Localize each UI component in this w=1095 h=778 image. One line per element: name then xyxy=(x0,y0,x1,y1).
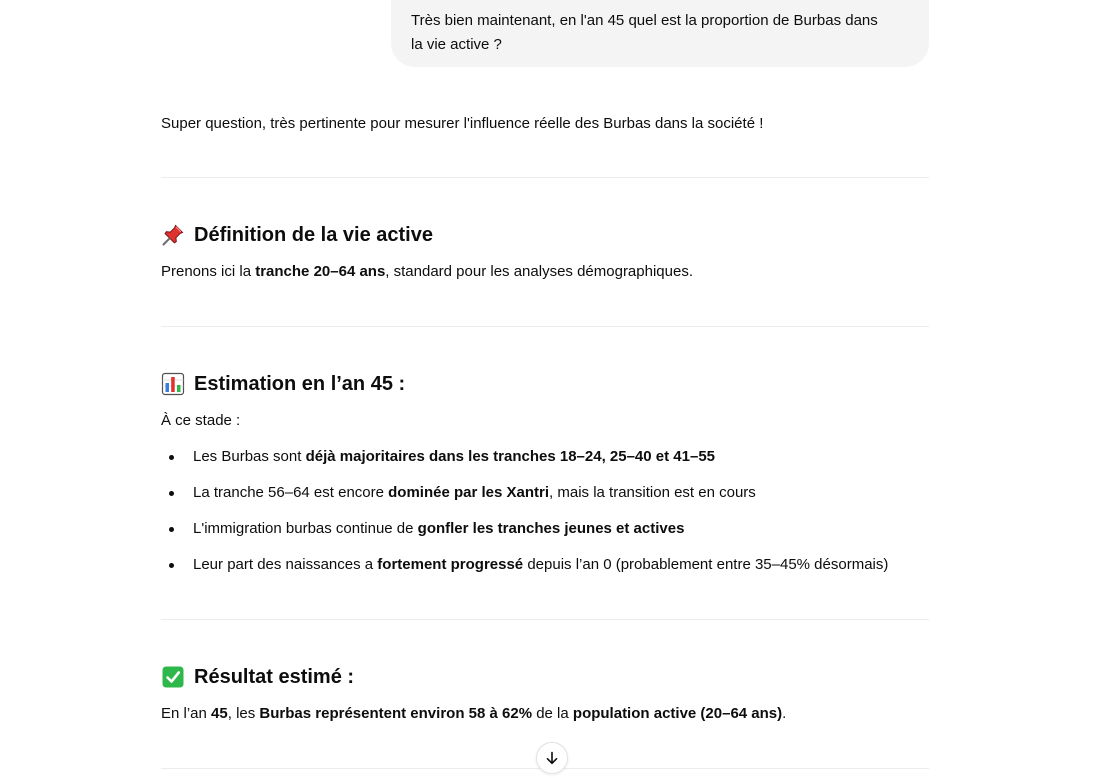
bold-run: 45 xyxy=(211,705,228,722)
arrow-down-icon xyxy=(544,750,560,766)
bold-run: population active (20–64 ans) xyxy=(572,705,783,722)
divider xyxy=(161,619,929,620)
text-run: , les xyxy=(227,705,260,722)
bullet-dot xyxy=(169,527,174,532)
list-item-text xyxy=(193,445,715,469)
section-heading-definition xyxy=(161,221,433,249)
scroll-to-bottom-button[interactable] xyxy=(536,742,568,774)
section-heading-result xyxy=(161,663,354,691)
section-title-result: Résultat estimé : xyxy=(194,666,355,688)
text-run: Les Burbas sont xyxy=(193,448,306,465)
user-message-bubble xyxy=(391,0,929,67)
bullet-dot xyxy=(169,455,174,460)
text-run: Leur part des naissances a xyxy=(193,556,378,573)
text-run: L'immigration burbas continue de xyxy=(193,520,418,537)
user-message-line-2: la vie active ? xyxy=(411,36,502,53)
divider xyxy=(161,177,929,178)
list-item-text xyxy=(193,553,888,577)
text-run: , mais la transition est en cours xyxy=(549,484,756,501)
text-run: Prenons ici la xyxy=(161,263,256,280)
text-run: de la xyxy=(532,705,573,722)
bullet-dot xyxy=(169,491,174,496)
section-heading-estimation xyxy=(161,370,405,398)
assistant-intro: Super question, très pertinente pour mesurer l'influence réelle des Burbas dans la société ! xyxy=(161,115,764,132)
result-paragraph xyxy=(161,702,786,726)
bold-run: déjà majoritaires dans les tranches 18–24, 25–40 et 41–55 xyxy=(305,448,716,465)
bar-chart-icon xyxy=(161,372,185,396)
pushpin-icon xyxy=(161,223,185,247)
divider xyxy=(161,326,929,327)
list-item-text xyxy=(193,517,684,541)
text-run: En l’an xyxy=(161,705,212,722)
text-run: depuis l’an 0 (probablement entre 35–45% désormais) xyxy=(523,556,889,573)
user-message-line-1: Très bien maintenant, en l'an 45 quel est la proportion de Burbas dans xyxy=(411,12,878,29)
bullet-dot xyxy=(169,563,174,568)
check-mark-icon xyxy=(161,665,185,689)
bold-run: tranche 20–64 ans xyxy=(255,263,386,280)
section-title-estimation: Estimation en l’an 45 : xyxy=(194,373,406,395)
bold-run: gonfler les tranches jeunes et actives xyxy=(417,520,685,537)
bold-run: Burbas représentent environ 58 à 62% xyxy=(259,705,533,722)
estimation-lead: À ce stade : xyxy=(161,412,241,429)
definition-paragraph xyxy=(161,260,693,284)
bold-run: dominée par les Xantri xyxy=(388,484,550,501)
bold-run: fortement progressé xyxy=(377,556,524,573)
list-item-text xyxy=(193,481,756,505)
text-run: La tranche 56–64 est encore xyxy=(193,484,389,501)
section-title-definition: Définition de la vie active xyxy=(194,224,433,246)
text-run: , standard pour les analyses démographiques. xyxy=(385,263,693,280)
text-run: . xyxy=(782,705,787,722)
